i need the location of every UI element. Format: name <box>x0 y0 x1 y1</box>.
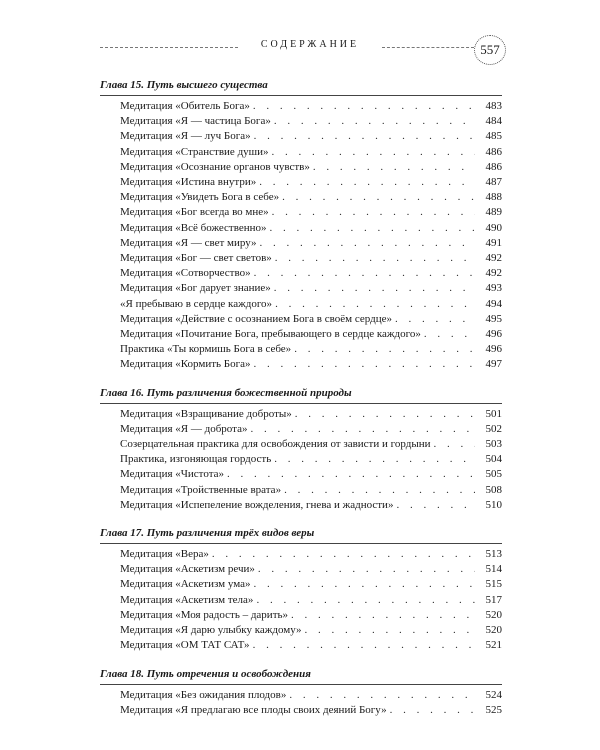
toc-entry[interactable] <box>100 145 502 160</box>
toc-entry-page: 487 <box>485 176 502 189</box>
running-header <box>100 35 512 75</box>
toc-entry-title: Медитация «Аскетизм ума» <box>120 578 251 591</box>
dot-leader <box>395 312 475 327</box>
toc-entry[interactable] <box>100 688 502 703</box>
toc-entry-page: 515 <box>485 578 502 591</box>
toc-entry-page: 524 <box>485 688 502 701</box>
toc-entry-page: 501 <box>485 407 502 420</box>
dot-leader <box>227 467 475 482</box>
toc-entry-title: Медитация «Бог дарует знание» <box>120 282 271 295</box>
header-rule-left <box>100 47 238 48</box>
dot-leader <box>313 160 475 175</box>
toc-entry-page: 486 <box>485 145 502 158</box>
toc-entry[interactable] <box>100 422 502 437</box>
toc-entry-page: 495 <box>485 312 502 325</box>
toc-entry-page: 502 <box>485 422 502 435</box>
toc-entry[interactable] <box>100 205 502 220</box>
toc-entry[interactable] <box>100 577 502 592</box>
toc-entry-page: 504 <box>485 453 502 466</box>
toc-entry[interactable] <box>100 327 502 342</box>
toc-entry[interactable] <box>100 483 502 498</box>
toc-entry-page: 508 <box>485 483 502 496</box>
toc-entry[interactable] <box>100 437 502 452</box>
header-title: СОДЕРЖАНИЕ <box>260 39 360 50</box>
dot-leader <box>282 190 475 205</box>
toc-entry[interactable] <box>100 467 502 482</box>
toc-entry[interactable] <box>100 452 502 467</box>
dot-leader <box>434 437 476 452</box>
chapter-divider <box>100 543 502 544</box>
chapter-divider <box>100 684 502 685</box>
toc-entry-page: 510 <box>485 498 502 511</box>
toc-entry[interactable] <box>100 608 502 623</box>
table-of-contents <box>100 78 502 731</box>
toc-entry[interactable] <box>100 562 502 577</box>
toc-entry-page: 517 <box>485 593 502 606</box>
toc-entry[interactable] <box>100 623 502 638</box>
toc-entry-page: 488 <box>485 191 502 204</box>
chapter-heading: Глава 15. Путь высшего существа <box>100 79 268 91</box>
toc-entry-page: 503 <box>485 438 502 451</box>
toc-entry-page: 520 <box>485 624 502 637</box>
toc-entry-page: 514 <box>485 563 502 576</box>
toc-entry-title: Медитация «Моя радость – дарить» <box>120 608 289 621</box>
toc-entry-title: Медитация «Бог всегда во мне» <box>120 206 269 219</box>
toc-entry-page: 521 <box>485 639 502 652</box>
toc-entry[interactable] <box>100 312 502 327</box>
toc-entry-title: Созерцательная практика для освобождения от зависти и гордыни <box>120 438 431 451</box>
toc-entry-page: 496 <box>485 343 502 356</box>
toc-entry-title: Медитация «Испепеление вожделения, гнева и жадности» <box>120 498 394 511</box>
toc-entry-page: 490 <box>485 221 502 234</box>
dot-leader <box>396 498 475 513</box>
toc-entry-title: Практика, изгоняющая гордость <box>120 453 272 466</box>
dot-leader <box>295 407 475 422</box>
toc-entry-page: 520 <box>485 608 502 621</box>
toc-entry[interactable] <box>100 160 502 175</box>
header-rule-right <box>382 47 474 48</box>
toc-entry-title: Медитация «Истина внутри» <box>120 176 257 189</box>
toc-entry-title: Медитация «Я — свет миру» <box>120 236 257 249</box>
toc-entry-title: Медитация «Обитель Бога» <box>120 100 250 112</box>
toc-entry-title: Практика «Ты кормишь Бога в себе» <box>120 343 292 356</box>
toc-entry-page: 513 <box>485 548 502 561</box>
toc-entry-page: 483 <box>485 100 502 112</box>
chapter-16-section <box>100 386 502 513</box>
toc-entry-title: Медитация «Я — частица Бога» <box>120 115 271 128</box>
dot-leader <box>272 205 475 220</box>
toc-entry-title: Медитация «Я дарю улыбку каждому» <box>120 624 302 637</box>
toc-entry-page: 496 <box>485 328 502 341</box>
toc-entry-title: Медитация «Странствие души» <box>120 145 269 158</box>
dot-leader <box>212 547 475 562</box>
toc-entry[interactable] <box>100 266 502 281</box>
dot-leader <box>390 703 475 718</box>
toc-entry[interactable] <box>100 407 502 422</box>
toc-entry[interactable] <box>100 357 502 372</box>
dot-leader <box>284 483 475 498</box>
dot-leader <box>289 688 475 703</box>
dot-leader <box>250 422 475 437</box>
chapter-divider <box>100 95 502 96</box>
dot-leader <box>424 327 475 342</box>
toc-entry-title: Медитация «Взращивание доброты» <box>120 407 292 420</box>
dot-leader <box>294 342 475 357</box>
toc-entry-page: 484 <box>485 115 502 128</box>
toc-entry-page: 492 <box>485 252 502 265</box>
toc-entry[interactable] <box>100 593 502 608</box>
dot-leader <box>254 357 475 372</box>
toc-entry-title: Медитация «Тройственные врата» <box>120 483 282 496</box>
toc-entry-title: Медитация «Всё божественно» <box>120 221 267 234</box>
toc-entry-page: 494 <box>485 297 502 310</box>
toc-entry[interactable] <box>100 129 502 144</box>
chapter-heading: Глава 17. Путь различения трёх видов веры <box>100 527 315 540</box>
toc-entry-title: Медитация «Аскетизм тела» <box>120 593 254 606</box>
toc-entry[interactable] <box>100 281 502 296</box>
dot-leader <box>291 608 475 623</box>
toc-entry-page: 492 <box>485 267 502 280</box>
toc-entry-title: «Я пребываю в сердце каждого» <box>120 297 273 310</box>
toc-entry-title: Медитация «Увидеть Бога в себе» <box>120 191 280 204</box>
chapter-heading: Глава 18. Путь отречения и освобождения <box>100 667 311 680</box>
toc-entry[interactable] <box>100 498 502 513</box>
toc-entry[interactable] <box>100 114 502 129</box>
dot-leader <box>275 251 475 266</box>
page-number: 557 <box>480 42 500 57</box>
dot-leader <box>274 114 475 129</box>
toc-entry[interactable] <box>100 251 502 266</box>
dot-leader <box>270 221 475 236</box>
toc-entry-title: Медитация «Чистота» <box>120 468 225 481</box>
toc-entry[interactable] <box>100 547 502 562</box>
chapter-divider <box>100 403 502 404</box>
toc-entry[interactable] <box>100 703 502 718</box>
toc-entry-title: Медитация «Бог — свет светов» <box>120 252 272 265</box>
toc-entry[interactable] <box>100 99 502 114</box>
toc-entry[interactable] <box>100 297 502 312</box>
toc-entry-page: 491 <box>485 236 502 249</box>
dot-leader <box>256 593 475 608</box>
dot-leader <box>254 129 475 144</box>
dot-leader <box>253 638 475 653</box>
chapter-15-section <box>100 78 502 373</box>
dot-leader <box>254 266 475 281</box>
chapter-heading: Глава 16. Путь различения божественной природы <box>100 386 352 399</box>
toc-entry-page: 489 <box>485 206 502 219</box>
toc-entry[interactable] <box>100 221 502 236</box>
toc-entry-title: Медитация «Почитание Бога, пребывающего в сердце каждого» <box>120 328 421 341</box>
dot-leader <box>272 145 475 160</box>
toc-entry-title: Медитация «Я предлагаю все плоды своих деяний Богу» <box>120 703 387 716</box>
toc-entry-title: Медитация «Без ожидания плодов» <box>120 688 287 701</box>
toc-entry-page: 497 <box>485 358 502 371</box>
toc-entry-title: Медитация «Я — доброта» <box>120 422 248 435</box>
dot-leader <box>259 175 475 190</box>
chapter-17-section <box>100 526 502 653</box>
dot-leader <box>274 452 475 467</box>
page-number-badge <box>474 35 506 65</box>
toc-entry[interactable] <box>100 190 502 205</box>
chapter-18-section <box>100 667 502 718</box>
dot-leader <box>274 281 475 296</box>
toc-entry-title: Медитация «Аскетизм речи» <box>120 563 255 576</box>
toc-entry-title: Медитация «ОМ ТАТ САТ» <box>120 639 250 652</box>
toc-entry-title: Медитация «Вера» <box>120 548 209 561</box>
toc-entry-page: 485 <box>485 130 502 143</box>
dot-leader <box>260 236 475 251</box>
toc-entry-title: Медитация «Действие с осознанием Бога в своём сердце» <box>120 312 392 325</box>
toc-entry-page: 505 <box>485 468 502 481</box>
toc-entry[interactable] <box>100 638 502 653</box>
toc-entry-title: Медитация «Осознание органов чувств» <box>120 160 310 173</box>
dot-leader <box>275 297 475 312</box>
toc-entry[interactable] <box>100 342 502 357</box>
toc-entry-title: Медитация «Кормить Бога» <box>120 358 251 371</box>
dot-leader <box>258 562 475 577</box>
toc-entry-page: 493 <box>485 282 502 295</box>
toc-entry-title: Медитация «Сотворчество» <box>120 267 251 280</box>
toc-entry-title: Медитация «Я — луч Бога» <box>120 130 251 143</box>
dot-leader <box>254 577 476 592</box>
toc-entry[interactable] <box>100 236 502 251</box>
dot-leader <box>305 623 475 638</box>
dot-leader <box>253 99 475 114</box>
toc-entry-page: 486 <box>485 160 502 173</box>
toc-entry-page: 525 <box>485 703 502 716</box>
toc-entry[interactable] <box>100 175 502 190</box>
